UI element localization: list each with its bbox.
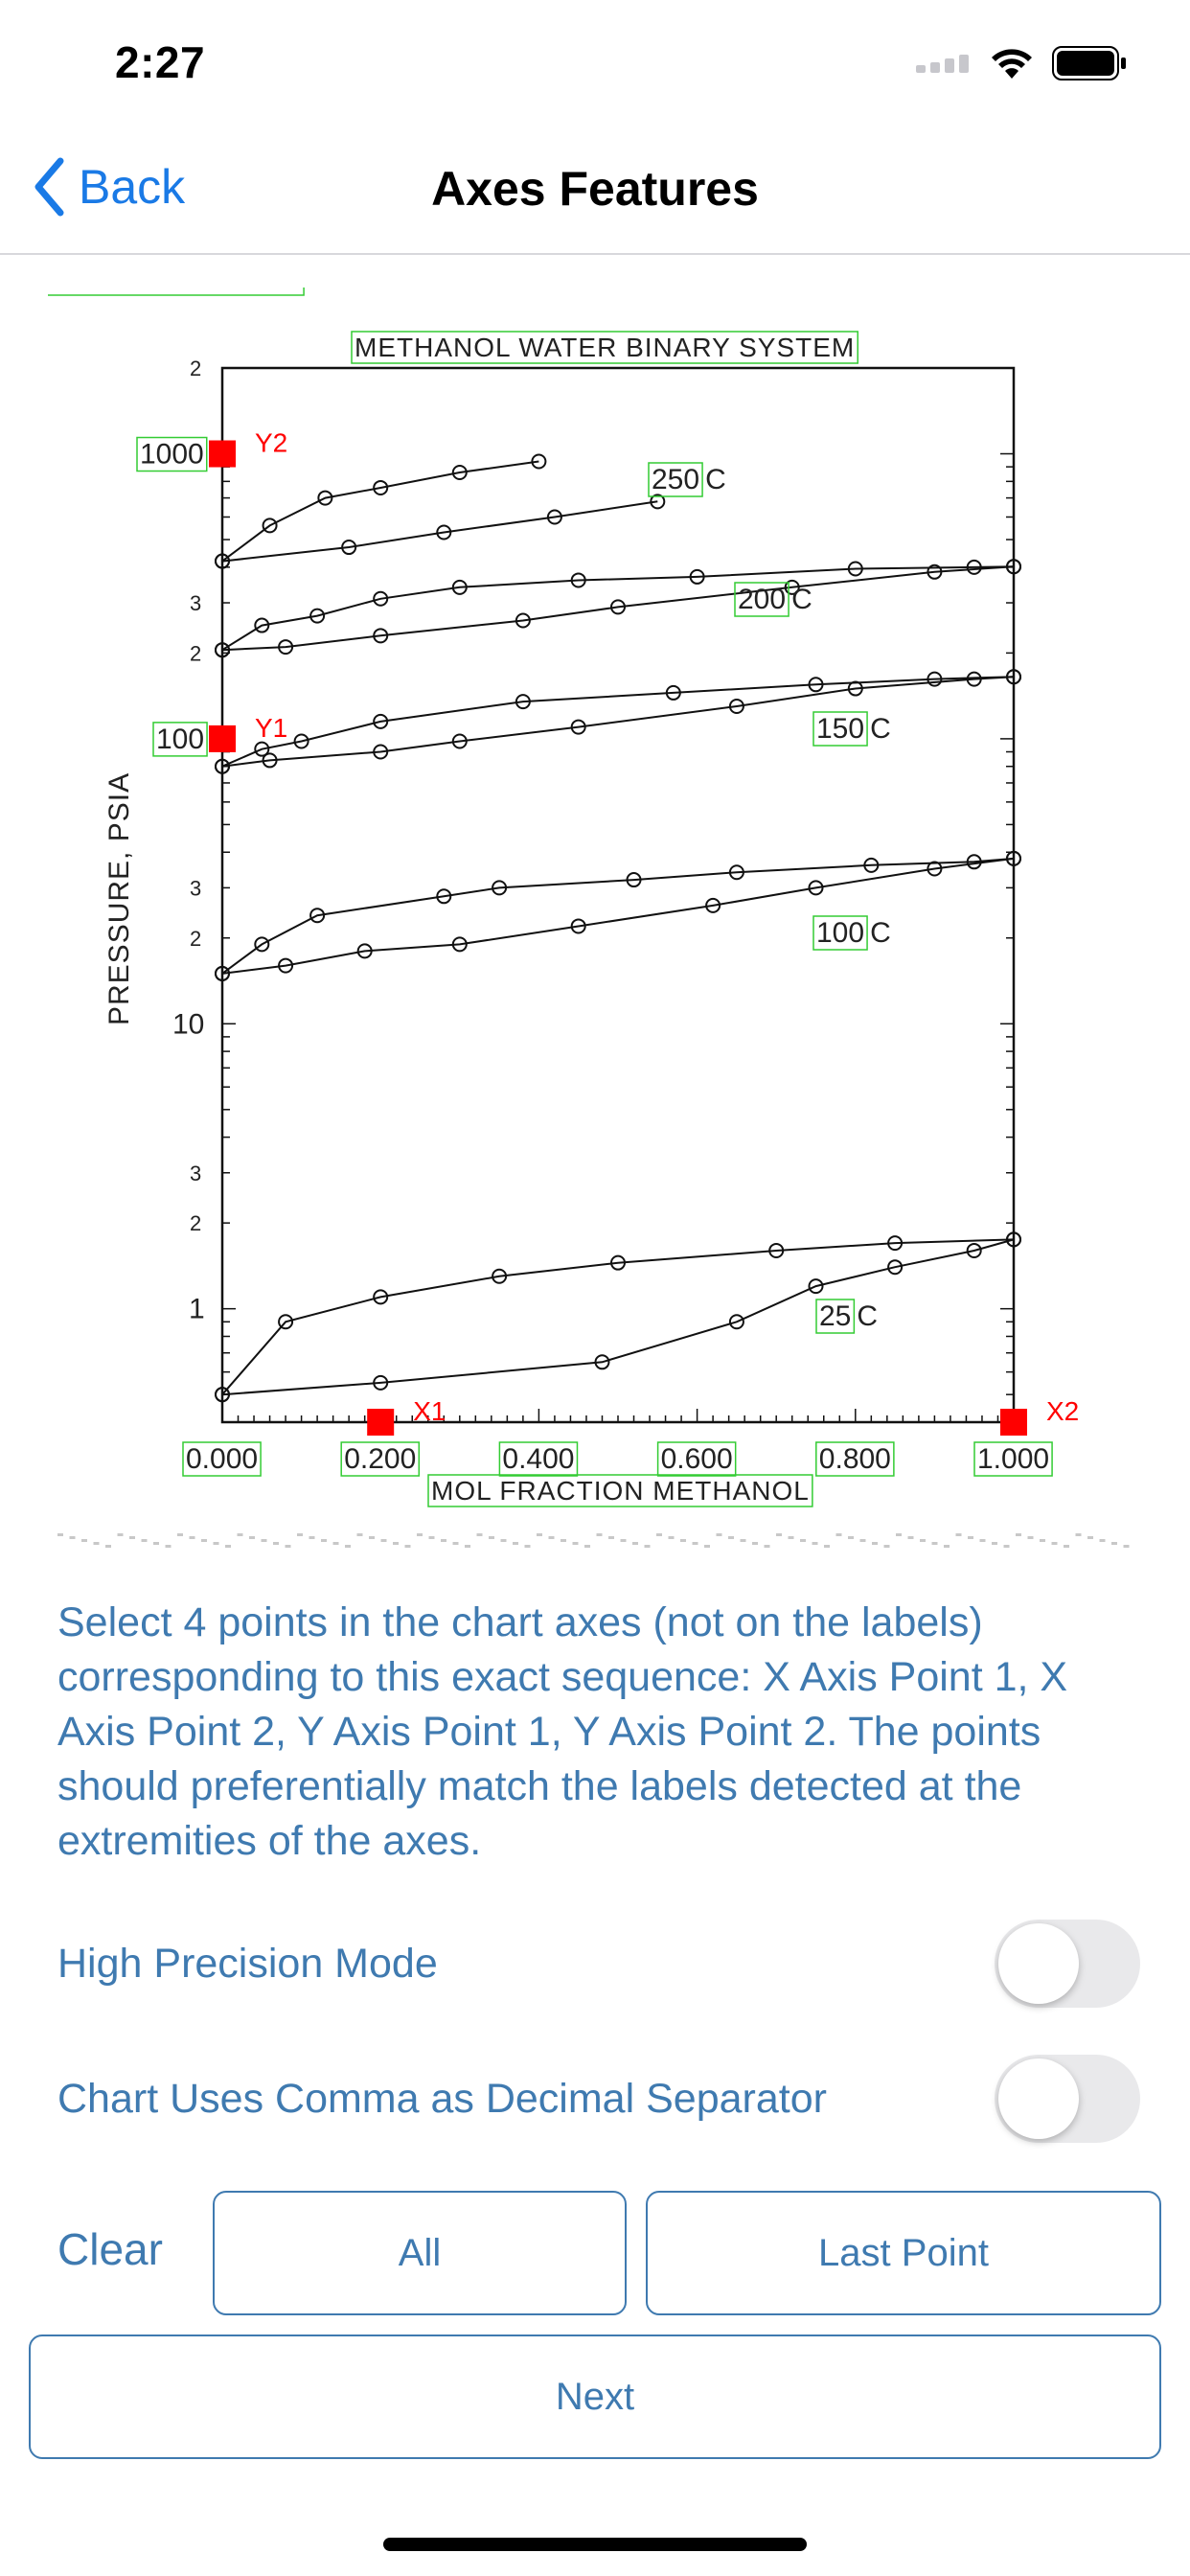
next-button[interactable]: Next: [29, 2334, 1161, 2459]
scan-noise: [549, 1536, 555, 1539]
scan-noise: [1052, 1542, 1058, 1545]
series-label: 25: [819, 1300, 852, 1332]
scan-noise: [741, 1539, 746, 1542]
scan-noise: [190, 1536, 195, 1539]
clear-all-button[interactable]: All: [213, 2191, 627, 2315]
scan-noise: [118, 1533, 124, 1536]
scan-noise: [465, 1545, 470, 1548]
y-minor-label: 2: [190, 926, 202, 951]
y-minor-label: 2: [190, 356, 202, 380]
scan-noise: [836, 1533, 842, 1536]
scan-noise: [884, 1545, 890, 1548]
scan-noise: [70, 1536, 76, 1539]
scan-noise: [81, 1539, 87, 1542]
scan-noise: [860, 1539, 866, 1542]
status-icons: [916, 46, 1127, 80]
scan-noise: [333, 1542, 339, 1545]
x-tick-label: 0.600: [660, 1443, 733, 1475]
scan-noise: [489, 1536, 494, 1539]
scan-noise: [309, 1536, 315, 1539]
scan-noise: [214, 1542, 219, 1545]
scan-noise: [1076, 1533, 1082, 1536]
scan-noise: [980, 1539, 986, 1542]
series-label: 150: [816, 713, 865, 745]
scan-noise: [944, 1545, 950, 1548]
data-curve: [222, 462, 538, 562]
scan-noise: [1016, 1533, 1021, 1536]
scan-noise: [286, 1545, 291, 1548]
scan-noise: [956, 1533, 962, 1536]
series-unit-label: C: [870, 917, 891, 949]
data-curve: [222, 501, 657, 561]
cellular-signal-icon: [916, 54, 972, 73]
scan-noise: [573, 1542, 579, 1545]
scan-noise: [1040, 1539, 1045, 1542]
chart-image[interactable]: [48, 288, 1150, 1562]
scan-noise: [201, 1539, 207, 1542]
comma-decimal-toggle[interactable]: [995, 2055, 1140, 2143]
calibration-marker-label: Y1: [255, 712, 288, 743]
scan-noise: [561, 1539, 566, 1542]
data-curve: [222, 566, 1014, 650]
y-minor-label: 2: [190, 641, 202, 666]
scan-noise: [824, 1545, 830, 1548]
scan-noise: [501, 1539, 507, 1542]
series-unit-label: C: [870, 713, 891, 745]
y-minor-label: 2: [190, 1211, 202, 1236]
scan-noise: [393, 1542, 399, 1545]
calibration-marker-label: X2: [1046, 1396, 1080, 1426]
calibration-marker[interactable]: [209, 441, 236, 468]
instructions-text: Select 4 points in the chart axes (not on the labels) corresponding to this exact sequence: X Axis Point 1, X Axis Point 2, Y Axis Point 1, Y Axis Point 2. The points should preferentially match the labels detected at the extremities of the axes.: [57, 1599, 1068, 1864]
scan-noise: [273, 1542, 279, 1545]
calibration-marker-label: Y2: [255, 427, 288, 458]
scan-noise: [345, 1545, 351, 1548]
comma-decimal-label: Chart Uses Comma as Decimal Separator: [57, 2075, 827, 2122]
scan-noise: [645, 1545, 651, 1548]
scan-noise: [357, 1533, 363, 1536]
x-tick-label: 0.200: [344, 1443, 417, 1475]
y-axis-title: PRESSURE, PSIA: [103, 771, 135, 1025]
series-label: 200: [738, 584, 787, 615]
series-unit-label: C: [791, 584, 812, 615]
series-label: 100: [816, 917, 865, 949]
scan-noise: [477, 1533, 483, 1536]
scan-noise: [537, 1533, 542, 1536]
series-unit-label: C: [705, 464, 726, 495]
scan-noise: [142, 1539, 148, 1542]
clear-last-point-button[interactable]: Last Point: [646, 2191, 1161, 2315]
scan-noise: [429, 1536, 435, 1539]
scan-noise: [321, 1539, 327, 1542]
comma-decimal-row: [57, 2053, 1140, 2145]
scan-noise: [680, 1539, 686, 1542]
data-curve: [222, 859, 1014, 974]
y-minor-label: 3: [190, 591, 202, 616]
x-axis-title: MOL FRACTION METHANOL: [431, 1476, 810, 1506]
scan-noise: [693, 1542, 698, 1545]
scan-noise: [405, 1545, 411, 1548]
scan-noise: [238, 1533, 243, 1536]
scan-noise: [94, 1542, 100, 1545]
scan-noise: [1100, 1539, 1106, 1542]
calibration-marker-label: X1: [413, 1396, 446, 1426]
navigation-bar: [0, 134, 1190, 255]
status-bar: [0, 0, 1190, 125]
scan-noise: [621, 1539, 627, 1542]
detected-label-box: [48, 288, 304, 295]
scan-noise: [369, 1536, 375, 1539]
series-label: 250: [652, 464, 700, 495]
scan-noise: [752, 1542, 758, 1545]
data-curve: [222, 677, 1014, 767]
y-tick-label: 10: [172, 1008, 205, 1041]
scan-noise: [704, 1545, 710, 1548]
scan-noise: [57, 1533, 63, 1536]
scan-noise: [105, 1545, 111, 1548]
toggle-knob: [998, 2058, 1079, 2139]
chart-svg[interactable]: [48, 288, 1150, 1562]
scan-noise: [177, 1533, 183, 1536]
page-title: Axes Features: [431, 162, 759, 216]
scan-noise: [776, 1533, 782, 1536]
y-tick-label: 1: [189, 1293, 205, 1325]
y-minor-label: 3: [190, 1161, 202, 1185]
y-minor-label: 3: [190, 876, 202, 901]
scan-noise: [920, 1539, 926, 1542]
x-tick-label: 1.000: [977, 1443, 1050, 1475]
scan-noise: [262, 1539, 267, 1542]
x-tick-label: 0.400: [502, 1443, 575, 1475]
scan-noise: [441, 1539, 446, 1542]
scan-noise: [249, 1536, 255, 1539]
scan-noise: [153, 1542, 159, 1545]
high-precision-label: High Precision Mode: [57, 1940, 438, 1987]
high-precision-row: [57, 1918, 1140, 2010]
plot-frame: [222, 368, 1014, 1422]
scan-noise: [1064, 1545, 1069, 1548]
scan-noise: [608, 1536, 614, 1539]
scan-noise: [992, 1542, 997, 1545]
scan-noise: [896, 1533, 902, 1536]
scan-noise: [525, 1545, 531, 1548]
scan-noise: [812, 1542, 818, 1545]
status-time: 2:27: [115, 37, 206, 87]
scan-noise: [908, 1536, 914, 1539]
scan-noise: [166, 1545, 172, 1548]
scan-noise: [1028, 1536, 1034, 1539]
scan-noise: [297, 1533, 303, 1536]
scan-noise: [453, 1542, 459, 1545]
x-tick-label: 0.000: [186, 1443, 259, 1475]
series-unit-label: C: [857, 1300, 879, 1332]
scan-noise: [848, 1536, 854, 1539]
wifi-icon: [989, 46, 1035, 80]
scan-noise: [417, 1533, 423, 1536]
scan-noise: [381, 1539, 387, 1542]
scan-noise: [225, 1545, 231, 1548]
data-curve: [222, 1239, 1014, 1394]
scan-noise: [1004, 1545, 1010, 1548]
scan-noise: [513, 1542, 518, 1545]
calibration-marker[interactable]: [209, 725, 236, 752]
calibration-marker[interactable]: [1000, 1409, 1027, 1436]
scan-noise: [669, 1536, 675, 1539]
scan-noise: [1087, 1536, 1093, 1539]
scan-noise: [632, 1542, 638, 1545]
scan-noise: [656, 1533, 662, 1536]
battery-icon: [1052, 46, 1127, 80]
x-tick-label: 0.800: [818, 1443, 891, 1475]
calibration-marker[interactable]: [367, 1409, 394, 1436]
scan-noise: [597, 1533, 603, 1536]
scan-noise: [1111, 1542, 1117, 1545]
scan-noise: [872, 1542, 878, 1545]
scan-noise: [1124, 1545, 1130, 1548]
scan-noise: [129, 1536, 135, 1539]
scan-noise: [717, 1533, 722, 1536]
scan-noise: [800, 1539, 806, 1542]
home-indicator: [383, 2538, 807, 2551]
scan-noise: [789, 1536, 794, 1539]
scan-noise: [728, 1536, 734, 1539]
toggle-knob: [998, 1923, 1079, 2004]
chart-title: METHANOL WATER BINARY SYSTEM: [355, 333, 856, 362]
back-label: Back: [79, 160, 186, 214]
y-tick-label: 1000: [140, 438, 204, 471]
scan-noise: [765, 1545, 770, 1548]
scan-noise: [932, 1542, 938, 1545]
y-tick-label: 100: [156, 723, 205, 755]
high-precision-toggle[interactable]: [995, 1920, 1140, 2008]
scan-noise: [968, 1536, 973, 1539]
clear-label: Clear: [57, 2224, 163, 2274]
scan-noise: [584, 1545, 590, 1548]
